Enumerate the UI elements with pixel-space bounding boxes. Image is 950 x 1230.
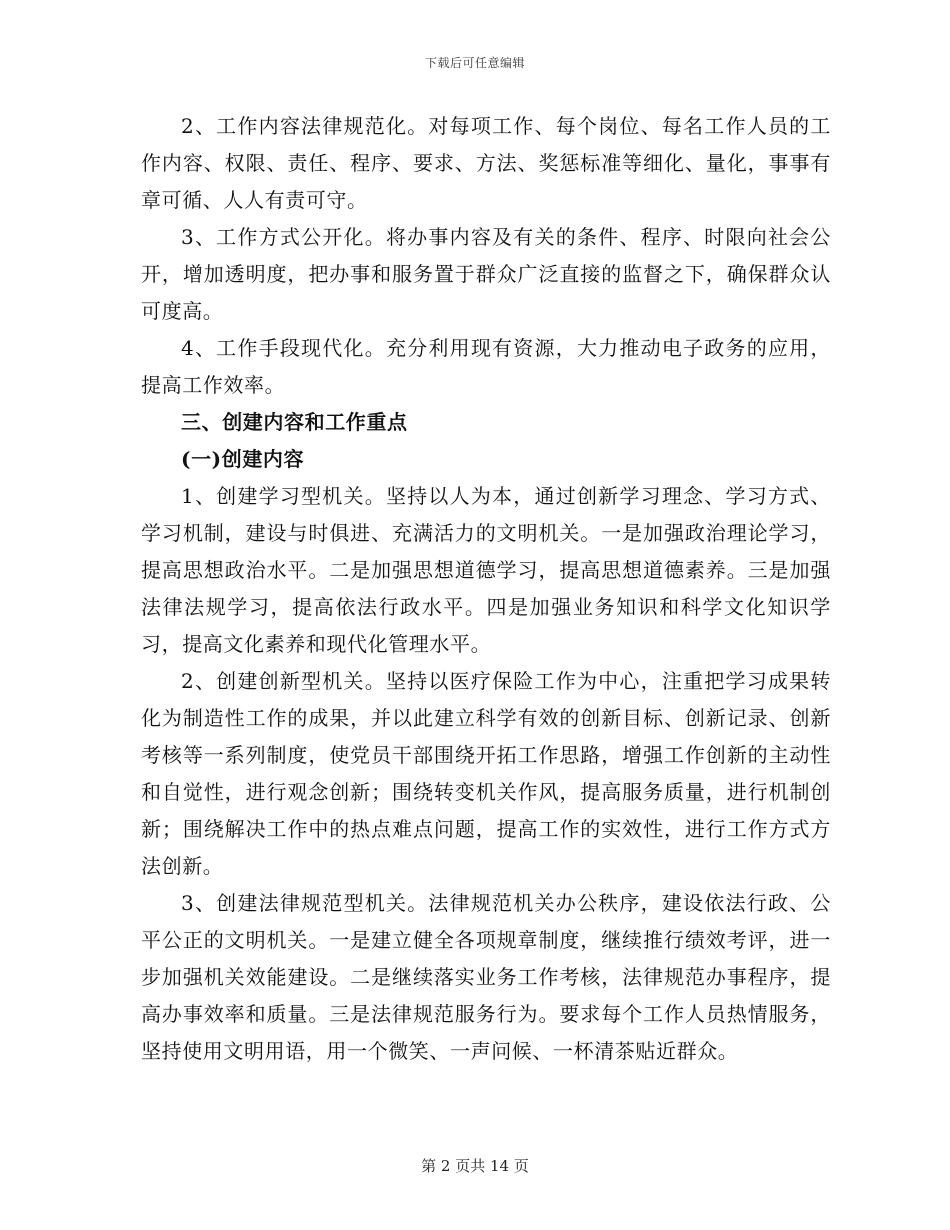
paragraph-work-means-modernization: 4、工作手段现代化。充分利用现有资源，大力推动电子政务的应用，提高工作效率。 bbox=[141, 336, 831, 397]
subsection-heading: (一)创建内容 bbox=[181, 447, 305, 471]
paragraph-learning-organization: 1、创建学习型机关。坚持以人为本，通过创新学习理念、学习方式、学习机制，建设与时俱进、充满活力的文明机关。一是加强政治理论学习，提高思想政治水平。二是加强思想道德学习，提高思想道德素养。三是加强法律法规学习，提高依法行政水平。四是加强业务知识和科学文化知识学习，提高文化素养和现代化管理水平。 bbox=[141, 484, 831, 656]
section-heading: 三、创建内容和工作重点 bbox=[181, 410, 408, 434]
document-body bbox=[141, 108, 831, 1070]
page-number: 第 2 页共 14 页 bbox=[421, 1157, 529, 1175]
paragraph-work-content-standardization: 2、工作内容法律规范化。对每项工作、每个岗位、每名工作人员的工作内容、权限、责任、程序、要求、方法、奖惩标准等细化、量化，事事有章可循、人人有责可守。 bbox=[141, 114, 831, 212]
header-note: 下载后可任意编辑 bbox=[424, 56, 525, 70]
paragraph-innovative-organization: 2、创建创新型机关。坚持以医疗保险工作为中心，注重把学习成果转化为制造性工作的成果，并以此建立科学有效的创新目标、创新记录、创新考核等一系列制度，使党员干部围绕开拓工作思路，增强工作创新的主动性和自觉性，进行观念创新；围绕转变机关作风，提高服务质量，进行机制创新；围绕解决工作中的热点难点问题，提高工作的实效性，进行工作方式方法创新。 bbox=[141, 669, 831, 878]
paragraph-law-standard-organization: 3、创建法律规范型机关。法律规范机关办公秩序，建设依法行政、公平公正的文明机关。一是建立健全各项规章制度，继续推行绩效考评，进一步加强机关效能建设。二是继续落实业务工作考核，法律规范办事程序，提高办事效率和质量。三是法律规范服务行为。要求每个工作人员热情服务，坚持使用文明用语，用一个微笑、一声问候、一杯清茶贴近群众。 bbox=[141, 891, 831, 1063]
paragraph-work-method-openness: 3、工作方式公开化。将办事内容及有关的条件、程序、时限向社会公开，增加透明度，把办事和服务置于群众广泛直接的监督之下，确保群众认可度高。 bbox=[141, 225, 831, 323]
